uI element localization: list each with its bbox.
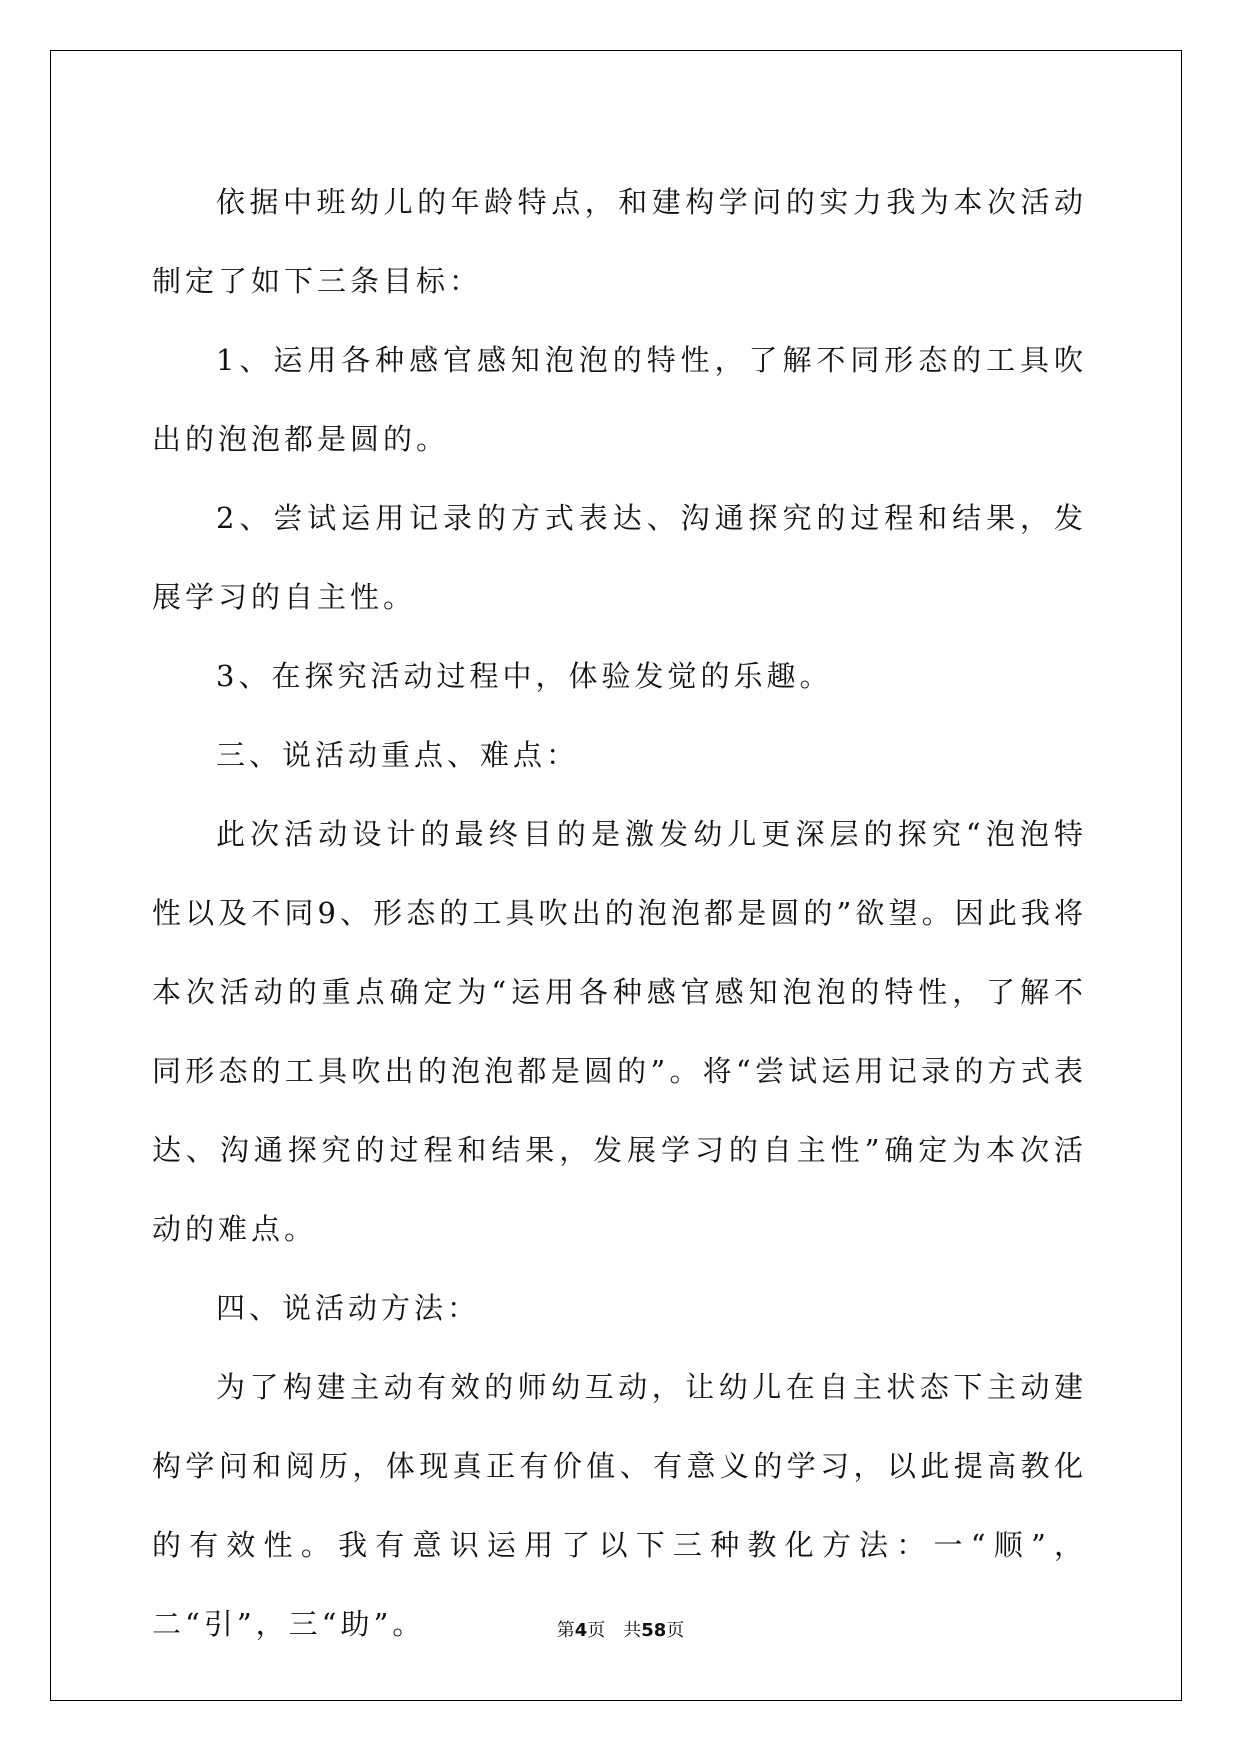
- paragraph-goal-1: 1、运用各种感官感知泡泡的特性，了解不同形态的工具吹出的泡泡都是圆的。: [152, 343, 1087, 456]
- document-body: [152, 163, 1087, 1664]
- footer-prefix: 第: [556, 1620, 575, 1641]
- paragraph-goals-intro: 依据中班幼儿的年龄特点，和建构学问的实力我为本次活动制定了如下三条目标：: [152, 185, 1087, 298]
- paragraph-goal-3: 3、在探究活动过程中，体验发觉的乐趣。: [216, 659, 833, 693]
- footer-page-number: 4: [574, 1620, 588, 1641]
- footer-total-pages: 58: [641, 1620, 667, 1641]
- paragraph-methods: 为了构建主动有效的师幼互动，让幼儿在自主状态下主动建构学问和阅历，体现真正有价值、有意义的学习，以此提高教化的有效性。我有意识运用了以下三种教化方法：一“顺”，二“引”，三“助”。: [152, 1370, 1087, 1641]
- heading-key-points: 三、说活动重点、难点：: [216, 738, 580, 772]
- heading-methods: 四、说活动方法：: [216, 1291, 481, 1325]
- footer-mid: 页 共: [587, 1620, 642, 1641]
- paragraph-key-points: 此次活动设计的最终目的是激发幼儿更深层的探究“泡泡特性以及不同9、形态的工具吹出的泡泡都是圆的”欲望。因此我将本次活动的重点确定为“运用各种感官感知泡泡的特性，了解不同形态的工具吹出的泡泡都是圆的”。将“尝试运用记录的方式表达、沟通探究的过程和结果，发展学习的自主性”确定为本次活动的难点。: [152, 817, 1087, 1246]
- footer-suffix: 页: [666, 1620, 685, 1641]
- page-footer: [0, 1616, 1241, 1642]
- paragraph-goal-2: 2、尝试运用记录的方式表达、沟通探究的过程和结果，发展学习的自主性。: [152, 501, 1087, 614]
